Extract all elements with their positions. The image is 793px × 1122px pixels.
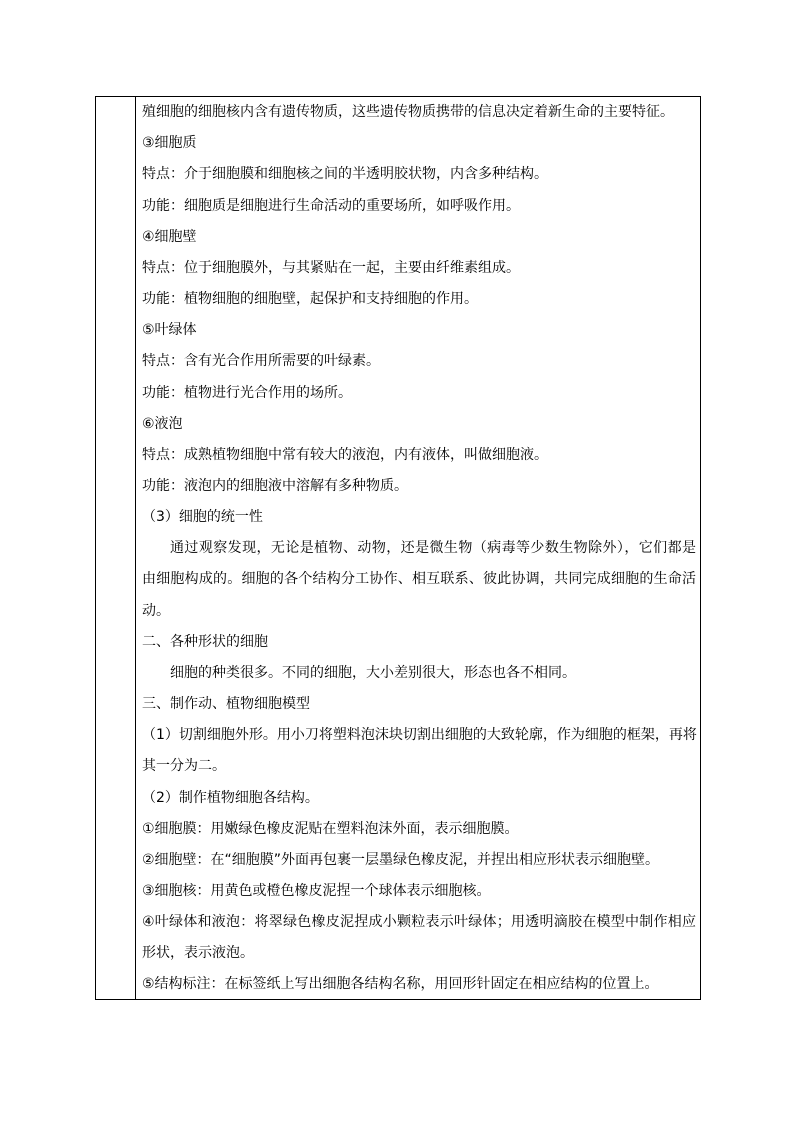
text-line: ①细胞膜：用嫩绿色橡皮泥贴在塑料泡沫外面，表示细胞膜。 — [142, 821, 519, 837]
section-heading: （2）制作植物细胞各结构。 — [142, 790, 319, 806]
section-heading: ⑤叶绿体 — [142, 322, 197, 338]
text-line: 形状，表示液泡。 — [142, 945, 254, 961]
section-heading: 三、制作动、植物细胞模型 — [142, 696, 310, 712]
section-heading: ③细胞质 — [142, 135, 197, 151]
text-line: ④叶绿体和液泡：将翠绿色橡皮泥捏成小颗粒表示叶绿体；用透明滴胶在模型中制作相应 — [142, 914, 696, 930]
text-line: 特点：成熟植物细胞中常有较大的液泡，内有液体，叫做细胞液。 — [142, 447, 548, 463]
text-line: ②细胞壁：在“细胞膜”外面再包裹一层墨绿色橡皮泥，并捏出相应形状表示细胞壁。 — [142, 852, 660, 868]
section-heading: ④细胞壁 — [142, 229, 197, 245]
text-line: 殖细胞的细胞核内含有遗传物质，这些遗传物质携带的信息决定着新生命的主要特征。 — [142, 104, 674, 120]
text-line: 功能：液泡内的细胞液中溶解有多种物质。 — [142, 478, 408, 494]
text-line: ⑤结构标注：在标签纸上写出细胞各结构名称，用回形针固定在相应结构的位置上。 — [142, 976, 659, 992]
text-line: 特点：介于细胞膜和细胞核之间的半透明胶状物，内含多种结构。 — [142, 166, 548, 182]
text-line: ③细胞核：用黄色或橙色橡皮泥捏一个球体表示细胞核。 — [142, 883, 491, 899]
section-heading: ⑥液泡 — [142, 416, 183, 432]
paragraph-line: 其一分为二。 — [142, 758, 226, 774]
paragraph-line: 细胞的种类很多。不同的细胞，大小差别很大，形态也各不相同。 — [170, 665, 576, 681]
text-line: 特点：位于细胞膜外，与其紧贴在一起，主要由纤维素组成。 — [142, 260, 520, 276]
paragraph-line: （1）切割细胞外形。用小刀将塑料泡沫块切割出细胞的大致轮廓，作为细胞的框架，再将 — [142, 727, 697, 743]
text-line: 功能：植物进行光合作用的场所。 — [142, 385, 352, 401]
section-heading: （3）细胞的统一性 — [142, 509, 263, 525]
paragraph-line: 动。 — [142, 603, 170, 619]
table-content-cell — [137, 97, 700, 999]
text-line: 功能：细胞质是细胞进行生命活动的重要场所，如呼吸作用。 — [142, 198, 520, 214]
text-line: 功能：植物细胞的细胞壁，起保护和支持细胞的作用。 — [142, 291, 478, 307]
paragraph-line: 由细胞构成的。细胞的各个结构分工协作、相互联系、彼此协调，共同完成细胞的生命活 — [142, 571, 696, 587]
content-table — [95, 96, 701, 1000]
section-heading: 二、各种形状的细胞 — [142, 634, 268, 650]
text-line: 特点：含有光合作用所需要的叶绿素。 — [142, 353, 380, 369]
paragraph-line: 通过观察发现，无论是植物、动物，还是微生物（病毒等少数生物除外），它们都是 — [170, 540, 696, 556]
table-left-column — [96, 97, 136, 999]
